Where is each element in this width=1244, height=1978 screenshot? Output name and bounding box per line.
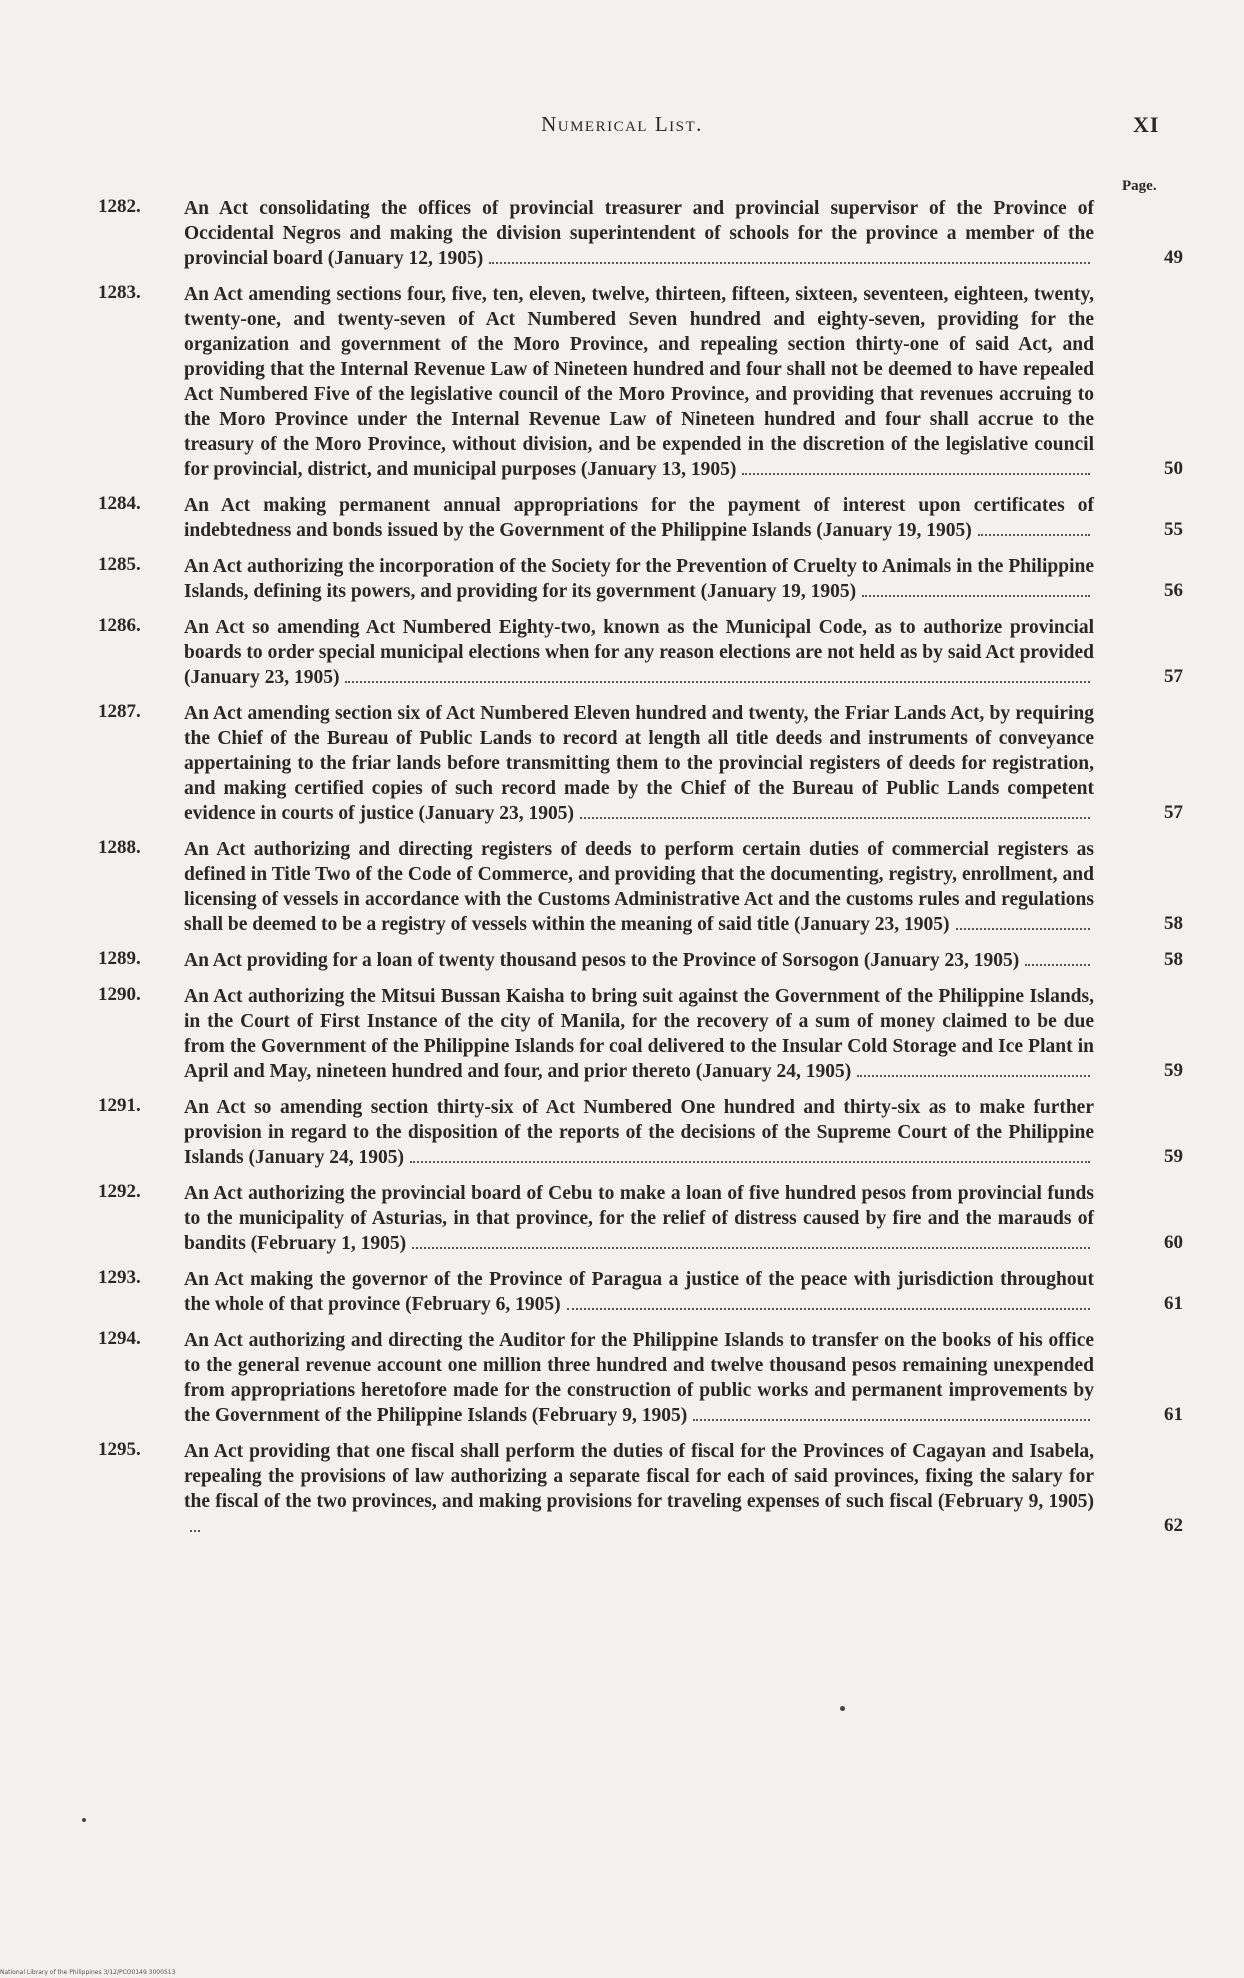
act-number: 1292. [98, 1181, 141, 1202]
page-number: 49 [1164, 247, 1183, 268]
act-title-text: An Act authorizing the provincial board of Cebu to make a loan of five hundred pesos from provincial funds to the municipality of Asturias, in that province, for the relief of distress caused by fire and the marauds of bandits (February 1, 1905) [184, 1183, 1094, 1254]
page-folio: XI [1133, 112, 1160, 137]
dot-leader [190, 1529, 200, 1532]
act-title-text: An Act providing for a loan of twenty thousand pesos to the Province of Sorsogon (January 23, 1905) [184, 950, 1020, 971]
act-number: 1288. [98, 837, 141, 858]
page-number: 59 [1164, 1146, 1183, 1167]
list-entry [98, 837, 1183, 937]
dot-leader [345, 680, 1090, 683]
dot-leader [862, 594, 1090, 597]
act-title [184, 554, 1094, 604]
dot-leader [693, 1418, 1090, 1421]
act-number: 1283. [98, 282, 141, 303]
act-number: 1282. [98, 196, 141, 217]
dot-leader [580, 816, 1090, 819]
page-number: 57 [1164, 666, 1183, 687]
act-title-text: An Act consolidating the offices of provincial treasurer and provincial supervisor of the Province of Occidental Negros and making the division superintendent of schools for the province a member of the provincial board (January 12, 1905) [184, 198, 1094, 269]
page-column-label: Page. [1122, 178, 1157, 194]
list-entry [98, 1267, 1183, 1317]
list-entry [98, 196, 1183, 271]
act-title [184, 701, 1094, 826]
scan-imprint: National Library of the Philippines 3/12/PCO0149 3000513 [0, 1969, 176, 1976]
list-entry [98, 282, 1183, 482]
act-title [184, 1181, 1094, 1256]
dot-leader [1025, 963, 1090, 966]
page-number: 59 [1164, 1060, 1183, 1081]
list-entry [98, 701, 1183, 826]
act-number: 1285. [98, 554, 141, 575]
act-title [184, 948, 1094, 973]
act-number: 1293. [98, 1267, 141, 1288]
page-number: 58 [1164, 913, 1183, 934]
dot-leader [978, 533, 1090, 536]
act-title-text: An Act amending sections four, five, ten, eleven, twelve, thirteen, fifteen, sixteen, seventeen, eighteen, twenty, twenty-one, and twenty-seven of Act Numbered Seven hundred and eighty-seven, providing for the organization and government of the Moro Province, and repealing section thirty-one of said Act, and providing that the Internal Revenue Law of Nineteen hundred and four shall not be deemed to have repealed Act Numbered Five of the legislative council of the Moro Province, and providing that revenues accruing to the Moro Province under the Internal Revenue Law of Nineteen hundred and four shall accrue to the treasury of the Moro Province, without division, and be expended in the discretion of the legislative council for provincial, district, and municipal purposes (January 13, 1905) [184, 284, 1094, 480]
act-title-text: An Act authorizing and directing registers of deeds to perform certain duties of commercial registers as defined in Title Two of the Code of Commerce, and providing that the documenting, registry, enrollment, and licensing of vessels in accordance with the Customs Administrative Act and the customs rules and regulations shall be deemed to be a registry of vessels within the meaning of said title (January 23, 1905) [184, 839, 1094, 935]
dot-leader [857, 1074, 1090, 1077]
running-title: Numerical List. [541, 112, 703, 136]
act-title-text: An Act authorizing the Mitsui Bussan Kaisha to bring suit against the Government of the Philippine Islands, in the Court of First Instance of the city of Manila, for the recovery of a sum of money claimed to be due from the Government of the Philippine Islands for coal delivered to the Insular Cold Storage and Ice Plant in April and May, nineteen hundred and four, and prior thereto (January 24, 1905) [184, 986, 1094, 1082]
page-number: 56 [1164, 580, 1183, 601]
page-number: 50 [1164, 458, 1183, 479]
dot-leader [489, 261, 1090, 264]
ink-speck [840, 1706, 845, 1711]
act-title-text: An Act authorizing and directing the Auditor for the Philippine Islands to transfer on the books of his office to the general revenue account one million three hundred and twelve thousand pesos remaining unexpended from appropriations heretofore made for the construction of public works and permanent improvements by the Government of the Philippine Islands (February 9, 1905) [184, 1330, 1094, 1426]
act-number: 1291. [98, 1095, 141, 1116]
page-number: 60 [1164, 1232, 1183, 1253]
dot-leader [410, 1160, 1090, 1163]
act-number: 1289. [98, 948, 141, 969]
page-header [0, 112, 1244, 152]
page-number: 57 [1164, 802, 1183, 823]
page-number: 58 [1164, 949, 1183, 970]
list-entry [98, 1181, 1183, 1256]
act-title [184, 837, 1094, 937]
page-number: 55 [1164, 519, 1183, 540]
act-number: 1284. [98, 493, 141, 514]
page-number: 61 [1164, 1293, 1183, 1314]
dot-leader [567, 1307, 1090, 1310]
list-entry [98, 554, 1183, 604]
act-title-text: An Act making permanent annual appropriations for the payment of interest upon certificates of indebtedness and bonds issued by the Government of the Philippine Islands (January 19, 1905) [184, 495, 1094, 541]
list-entry [98, 984, 1183, 1084]
list-entry [98, 493, 1183, 543]
act-title-text: An Act making the governor of the Province of Paragua a justice of the peace with jurisdiction throughout the whole of that province (February 6, 1905) [184, 1269, 1094, 1315]
list-entry [98, 1439, 1183, 1539]
dot-leader [742, 472, 1090, 475]
page-number: 61 [1164, 1404, 1183, 1425]
list-entry [98, 948, 1183, 973]
page-number: 62 [1164, 1515, 1183, 1536]
act-title [184, 1439, 1094, 1539]
act-number: 1287. [98, 701, 141, 722]
dot-leader [412, 1246, 1090, 1249]
numerical-list [98, 196, 1183, 1550]
dot-leader [956, 927, 1090, 930]
list-entry [98, 1328, 1183, 1428]
act-number: 1295. [98, 1439, 141, 1460]
act-title [184, 493, 1094, 543]
act-title-text: An Act providing that one fiscal shall perform the duties of fiscal for the Provinces of Cagayan and Isabela, repealing the provisions of law authorizing a separate fiscal for each of said provinces, fixing the salary for the fiscal of the two provinces, and making provisions for traveling expenses of such fiscal (February 9, 1905) [184, 1441, 1094, 1512]
act-number: 1294. [98, 1328, 141, 1349]
act-number: 1286. [98, 615, 141, 636]
list-entry [98, 615, 1183, 690]
act-title [184, 196, 1094, 271]
list-entry [98, 1095, 1183, 1170]
act-title-text: An Act so amending section thirty-six of Act Numbered One hundred and thirty-six as to make further provision in regard to the disposition of the reports of the decisions of the Supreme Court of the Philippine Islands (January 24, 1905) [184, 1097, 1094, 1168]
act-title-text: An Act so amending Act Numbered Eighty-two, known as the Municipal Code, as to authorize provincial boards to order special municipal elections when for any reason elections are not held as by said Act provided (January 23, 1905) [184, 617, 1094, 688]
act-title-text: An Act amending section six of Act Numbered Eleven hundred and twenty, the Friar Lands Act, by requiring the Chief of the Bureau of Public Lands to record at length all title deeds and instruments of conveyance appertaining to the friar lands before transmitting them to the provincial registers of deeds for registration, and making certified copies of such record made by the Chief of the Bureau of Public Lands competent evidence in courts of justice (January 23, 1905) [184, 703, 1094, 824]
act-title [184, 1095, 1094, 1170]
act-number: 1290. [98, 984, 141, 1005]
act-title-text: An Act authorizing the incorporation of the Society for the Prevention of Cruelty to Animals in the Philippine Islands, defining its powers, and providing for its government (January 19, 1905) [184, 556, 1094, 602]
act-title [184, 1267, 1094, 1317]
act-title [184, 1328, 1094, 1428]
ink-speck [82, 1818, 86, 1822]
act-title [184, 615, 1094, 690]
act-title [184, 282, 1094, 482]
act-title [184, 984, 1094, 1084]
